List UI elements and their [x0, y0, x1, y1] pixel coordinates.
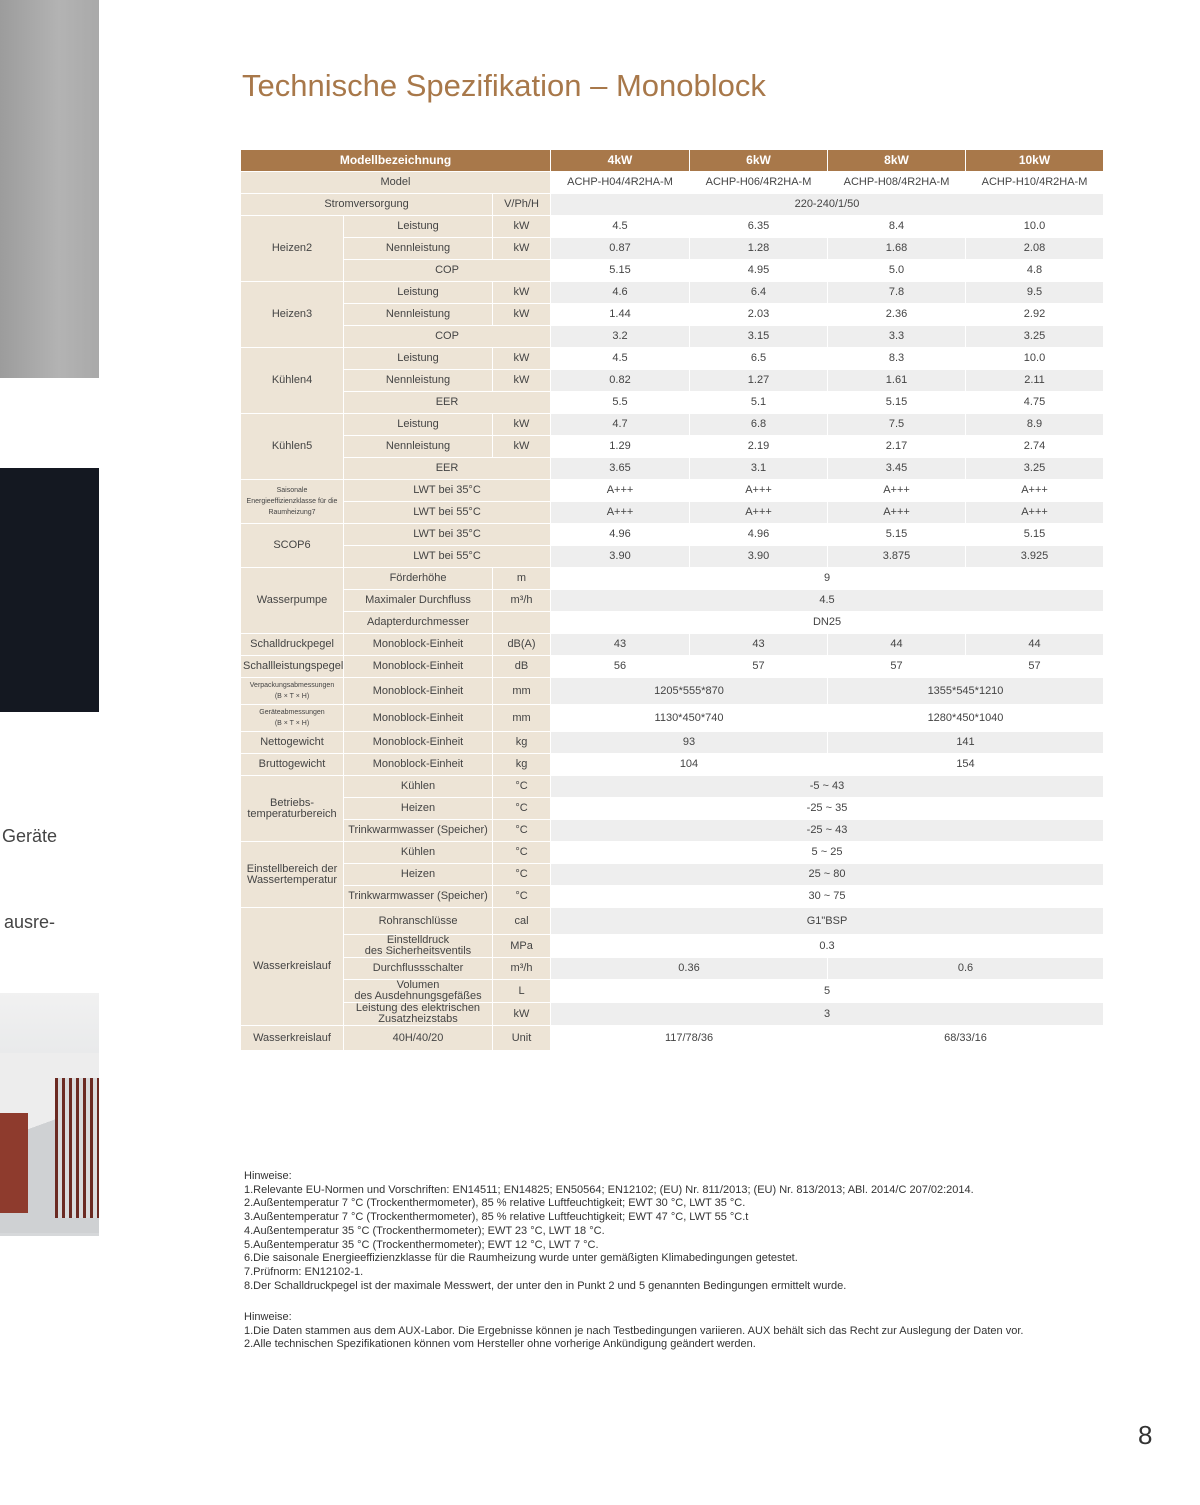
group-row — [241, 260, 1103, 281]
note-item: 6.Die saisonale Energieeffizienzklasse für die Raumheizung wurde unter gemäßigten Klimabedingungen getestet. — [244, 1252, 798, 1265]
group-label: Heizen2 — [241, 216, 343, 281]
value-cell: 5.1 — [690, 392, 827, 413]
value-cell: A+++ — [690, 502, 827, 523]
side-image-house-snow — [0, 993, 99, 1236]
group-row — [241, 238, 1103, 259]
sub-label: Nennleistung — [344, 370, 492, 391]
value-cell: 4.5 — [551, 590, 1103, 611]
unit-cell: m — [493, 568, 550, 589]
sub-label: Trinkwarmwasser (Speicher) — [344, 820, 492, 841]
group-row — [241, 282, 1103, 303]
unit-cell: kW — [493, 282, 550, 303]
range-row — [241, 776, 1103, 797]
sub-label: Rohranschlüsse — [344, 908, 492, 934]
group-label: Saisonale Energieeffizienzklasse für die Raumheizung7 — [241, 480, 343, 523]
value-cell: -5 ~ 43 — [551, 776, 1103, 797]
value-cell: 2.11 — [966, 370, 1103, 391]
water-circuit-row — [241, 1003, 1103, 1025]
cell-line: (B × T × H) — [274, 693, 310, 700]
note-item: 8.Der Schalldruckpegel ist der maximale Messwert, der unter den in Punkt 2 und 5 genannten Bedingungen ermittelt wurde. — [244, 1279, 847, 1292]
header-capacity: 4kW — [551, 150, 689, 171]
model-value: ACHP-H06/4R2HA-M — [690, 172, 827, 193]
value-cell: 8.4 — [828, 216, 965, 237]
group-label: Wasserkreislauf — [241, 908, 343, 1025]
value-cell: 4.75 — [966, 392, 1103, 413]
dimension-row — [241, 678, 1103, 704]
notes-title: Hinweise: — [244, 1170, 292, 1182]
group-label: Schallleistungspegel — [241, 656, 343, 677]
value-cell: 0.36 — [551, 958, 827, 979]
group-row — [241, 502, 1103, 523]
unit-cell: °C — [493, 864, 550, 885]
cell-line: Verpackungsabmessungen — [249, 682, 335, 689]
value-cell: 4.96 — [551, 524, 689, 545]
pump-row — [241, 612, 1103, 633]
value-cell: 6.8 — [690, 414, 827, 435]
value-cell: 5 — [551, 980, 1103, 1002]
note-item: 7.Prüfnorm: EN12102-1. — [244, 1265, 364, 1278]
sub-label: Monoblock-Einheit — [344, 705, 492, 731]
cell-line: Geräteabmessungen — [259, 709, 325, 716]
side-image-gray — [0, 0, 99, 378]
unit-cell: °C — [493, 798, 550, 819]
unit-cell: L — [493, 980, 550, 1002]
sub-label: Leistung — [344, 348, 492, 369]
unit-cell: mm — [493, 705, 550, 731]
value-cell: 1.27 — [690, 370, 827, 391]
value-cell: A+++ — [828, 502, 965, 523]
group-row — [241, 304, 1103, 325]
value-cell: 25 ~ 80 — [551, 864, 1103, 885]
value-cell: A+++ — [828, 480, 965, 501]
note-item: 3.Außentemperatur 7 °C (Trockenthermometer), 85 % relative Luftfeuchtigkeit; EWT 47 °C, LWT 55 °C.t — [244, 1211, 749, 1224]
unit-cell: kW — [493, 1003, 550, 1025]
value-cell: 3.925 — [966, 546, 1103, 567]
value-cell: 7.8 — [828, 282, 965, 303]
value-cell: A+++ — [690, 480, 827, 501]
sub-label: 40H/40/20 — [344, 1026, 492, 1050]
value-cell: 1.44 — [551, 304, 689, 325]
value-cell: 4.7 — [551, 414, 689, 435]
value-cell: 3.45 — [828, 458, 965, 479]
value-cell: 3.90 — [551, 546, 689, 567]
value-cell: 5.15 — [551, 260, 689, 281]
cell-line: Betriebs- — [269, 796, 315, 809]
side-text-ausre: ausre- — [4, 912, 56, 932]
unit-cell: kW — [493, 436, 550, 457]
value-cell: 9.5 — [966, 282, 1103, 303]
value-cell: 5.5 — [551, 392, 689, 413]
value-cell: 43 — [551, 634, 689, 655]
value-cell: 43 — [690, 634, 827, 655]
value-cell: 8.3 — [828, 348, 965, 369]
sub-label: Heizen — [344, 864, 492, 885]
value-cell: 57 — [690, 656, 827, 677]
row-label: Stromversorgung — [241, 194, 492, 215]
value-cell: 5.15 — [828, 524, 965, 545]
unit-cell: kW — [493, 370, 550, 391]
value-cell: 0.82 — [551, 370, 689, 391]
sub-label: Adapterdurchmesser — [344, 612, 492, 633]
group-row — [241, 546, 1103, 567]
group-label: Schalldruckpegel — [241, 634, 343, 655]
value-cell: 5.0 — [828, 260, 965, 281]
value-cell: 44 — [966, 634, 1103, 655]
range-row — [241, 842, 1103, 863]
value-cell: 2.36 — [828, 304, 965, 325]
header-capacity: 8kW — [828, 150, 965, 171]
value-cell: 5.15 — [966, 524, 1103, 545]
value-cell: 1280*450*1040 — [828, 705, 1103, 731]
value-cell: 10.0 — [966, 348, 1103, 369]
sound-row — [241, 656, 1103, 677]
value-cell: 3.15 — [690, 326, 827, 347]
value-cell: 93 — [551, 732, 827, 753]
fence-shape — [55, 1078, 99, 1218]
cell-line: Wassertemperatur — [246, 873, 338, 886]
sub-label: Monoblock-Einheit — [344, 754, 492, 775]
value-cell: 4.95 — [690, 260, 827, 281]
value-cell: 1130*450*740 — [551, 705, 827, 731]
note-item: 1.Die Daten stammen aus dem AUX-Labor. Die Ergebnisse können je nach Testbedingungen variieren. AUX behält sich das Recht zur Auslegung der Daten vor. — [244, 1324, 1024, 1337]
header-capacity: 6kW — [690, 150, 827, 171]
dimension-row — [241, 705, 1103, 731]
pump-row — [241, 590, 1103, 611]
header-capacity: 10kW — [966, 150, 1103, 171]
group-label: Wasserpumpe — [241, 568, 343, 633]
value-cell: 6.5 — [690, 348, 827, 369]
value-cell: 6.4 — [690, 282, 827, 303]
sub-label: Leistung — [344, 216, 492, 237]
sub-label: Leistung — [344, 414, 492, 435]
value-cell: -25 ~ 43 — [551, 820, 1103, 841]
value-cell: 104 — [551, 754, 827, 775]
value-cell: 2.03 — [690, 304, 827, 325]
value-cell: 68/33/16 — [828, 1026, 1103, 1050]
value-cell: 4.96 — [690, 524, 827, 545]
model-value: ACHP-H08/4R2HA-M — [828, 172, 965, 193]
value-cell: 1.61 — [828, 370, 965, 391]
model-value: ACHP-H04/4R2HA-M — [551, 172, 689, 193]
value-cell: A+++ — [551, 480, 689, 501]
value-cell: 4.8 — [966, 260, 1103, 281]
water-circuit-row — [241, 980, 1103, 1002]
value-cell: 0.87 — [551, 238, 689, 259]
range-row — [241, 820, 1103, 841]
sub-label: Nennleistung — [344, 304, 492, 325]
value-cell: 3.1 — [690, 458, 827, 479]
table-header-row — [241, 150, 1103, 171]
value-cell: 9 — [551, 568, 1103, 589]
unit-cell: kW — [493, 216, 550, 237]
sub-label: Monoblock-Einheit — [344, 634, 492, 655]
value-cell: 10.0 — [966, 216, 1103, 237]
group-row — [241, 392, 1103, 413]
power-row — [241, 194, 1103, 215]
unit-cell: °C — [493, 776, 550, 797]
value-cell: 8.9 — [966, 414, 1103, 435]
value-cell: 3.25 — [966, 326, 1103, 347]
sub-label — [344, 1003, 492, 1025]
range-row — [241, 864, 1103, 885]
unit-cell: °C — [493, 842, 550, 863]
group-label — [241, 705, 343, 731]
unit-cell: kW — [493, 414, 550, 435]
unit-cell: kW — [493, 238, 550, 259]
sub-label: LWT bei 35°C — [344, 524, 550, 545]
sub-label: Kühlen — [344, 842, 492, 863]
group-label: Kühlen5 — [241, 414, 343, 479]
value-cell: 3.3 — [828, 326, 965, 347]
note-item: 5.Außentemperatur 35 °C (Trockenthermometer); EWT 12 °C, LWT 7 °C. — [244, 1238, 599, 1251]
model-value: ACHP-H10/4R2HA-M — [966, 172, 1103, 193]
unit-cell: °C — [493, 820, 550, 841]
group-row — [241, 524, 1103, 545]
pump-row — [241, 568, 1103, 589]
value-cell: 57 — [828, 656, 965, 677]
value-cell: A+++ — [551, 502, 689, 523]
value-cell: 30 ~ 75 — [551, 886, 1103, 907]
value-cell: 141 — [828, 732, 1103, 753]
cell-line: Leistung des elektrischen — [355, 1003, 481, 1014]
cell-line: Zusatzheizstabs — [378, 1013, 458, 1025]
sub-label: Trinkwarmwasser (Speicher) — [344, 886, 492, 907]
sub-label: Monoblock-Einheit — [344, 678, 492, 704]
unit-cell: dB(A) — [493, 634, 550, 655]
sub-label — [344, 935, 492, 957]
value-cell: 44 — [828, 634, 965, 655]
unit-cell: Unit — [493, 1026, 550, 1050]
notes-block-1 — [244, 1170, 974, 1293]
group-label: Kühlen4 — [241, 348, 343, 413]
value-cell: 1.68 — [828, 238, 965, 259]
value-cell: 4.5 — [551, 348, 689, 369]
water-circuit-row — [241, 935, 1103, 957]
value-cell: 5 ~ 25 — [551, 842, 1103, 863]
value-cell: 3.875 — [828, 546, 965, 567]
value-cell: 1205*555*870 — [551, 678, 827, 704]
value-cell: 2.74 — [966, 436, 1103, 457]
value-cell: 5.15 — [828, 392, 965, 413]
sub-label: Durchflussschalter — [344, 958, 492, 979]
sub-label: EER — [344, 392, 550, 413]
note-item: 1.Relevante EU-Normen und Vorschriften: EN14511; EN14825; EN50564; EN12102; (EU) Nr. 811/2013; (EU) Nr. 813/2013; ABl. 2014/C 207/02:2014. — [244, 1183, 974, 1196]
group-label: Heizen3 — [241, 282, 343, 347]
group-row — [241, 326, 1103, 347]
unit-cell: kW — [493, 304, 550, 325]
sub-label: LWT bei 55°C — [344, 502, 550, 523]
value-cell: 3.65 — [551, 458, 689, 479]
sub-label: COP — [344, 260, 550, 281]
water-circuit-row — [241, 958, 1103, 979]
cell-line: des Ausdehnungsgefäßes — [354, 990, 482, 1002]
value-cell: A+++ — [966, 502, 1103, 523]
cell-line: temperaturbereich — [247, 807, 337, 820]
unit-cell: MPa — [493, 935, 550, 957]
value-cell: 2.17 — [828, 436, 965, 457]
group-row — [241, 348, 1103, 369]
sub-label: LWT bei 35°C — [344, 480, 550, 501]
sub-label: Monoblock-Einheit — [344, 732, 492, 753]
brick-wall-shape — [0, 1113, 28, 1213]
value-cell: DN25 — [551, 612, 1103, 633]
group-label: SCOP6 — [241, 524, 343, 567]
group-row — [241, 414, 1103, 435]
value-cell: 3 — [551, 1003, 1103, 1025]
unit-cell: mm — [493, 678, 550, 704]
group-row — [241, 216, 1103, 237]
unit-cell — [493, 612, 550, 633]
value-cell: 154 — [828, 754, 1103, 775]
water-circuit-row — [241, 908, 1103, 934]
value-cell: 1.28 — [690, 238, 827, 259]
unit-cell: °C — [493, 886, 550, 907]
cell-line: des Sicherheitsventils — [364, 945, 472, 957]
notes-title: Hinweise: — [244, 1311, 292, 1323]
header-model-label: Modellbezeichnung — [241, 150, 550, 171]
value-cell: 0.6 — [828, 958, 1103, 979]
value-cell: 3.2 — [551, 326, 689, 347]
group-row — [241, 370, 1103, 391]
cell-line: Einstellbereich der — [246, 862, 338, 875]
cell-line: (B × T × H) — [274, 720, 310, 727]
cell-line: Einstelldruck — [386, 935, 450, 946]
value-cell: 56 — [551, 656, 689, 677]
value-cell: A+++ — [966, 480, 1103, 501]
note-item: 4.Außentemperatur 35 °C (Trockenthermometer); EWT 23 °C, LWT 18 °C. — [244, 1224, 605, 1237]
group-label — [241, 842, 343, 907]
notes-block-2 — [244, 1311, 1023, 1352]
value-cell: 6.35 — [690, 216, 827, 237]
unit-cell: kg — [493, 732, 550, 753]
value-cell: 117/78/36 — [551, 1026, 827, 1050]
group-label — [241, 678, 343, 704]
weight-row — [241, 754, 1103, 775]
value-cell: G1"BSP — [551, 908, 1103, 934]
group-label: Wasserkreislauf — [241, 1026, 343, 1050]
group-row — [241, 480, 1103, 501]
group-row — [241, 436, 1103, 457]
last-row — [241, 1026, 1103, 1050]
sub-label: Nennleistung — [344, 238, 492, 259]
value-cell: -25 ~ 35 — [551, 798, 1103, 819]
value-cell: 2.08 — [966, 238, 1103, 259]
weight-row — [241, 732, 1103, 753]
unit-cell: kW — [493, 348, 550, 369]
sub-label — [344, 980, 492, 1002]
unit-cell: m³/h — [493, 958, 550, 979]
spec-table — [240, 149, 1104, 1051]
sub-label: Leistung — [344, 282, 492, 303]
group-label — [241, 776, 343, 841]
range-row — [241, 798, 1103, 819]
value-cell: 7.5 — [828, 414, 965, 435]
value-cell: 3.90 — [690, 546, 827, 567]
note-item: 2.Außentemperatur 7 °C (Trockenthermometer), 85 % relative Luftfeuchtigkeit; EWT 30 °C, LWT 35 °C. — [244, 1197, 746, 1210]
sub-label: Förderhöhe — [344, 568, 492, 589]
sound-row — [241, 634, 1103, 655]
sub-label: Maximaler Durchfluss — [344, 590, 492, 611]
group-label: Nettogewicht — [241, 732, 343, 753]
sub-label: COP — [344, 326, 550, 347]
sub-label: Kühlen — [344, 776, 492, 797]
sub-label: LWT bei 55°C — [344, 546, 550, 567]
unit-cell: kg — [493, 754, 550, 775]
value-cell: 57 — [966, 656, 1103, 677]
value-cell: 4.6 — [551, 282, 689, 303]
range-row — [241, 886, 1103, 907]
cell-line: Volumen — [396, 980, 440, 991]
value-cell: 220-240/1/50 — [551, 194, 1103, 215]
value-cell: 3.25 — [966, 458, 1103, 479]
page-title: Technische Spezifikation – Monoblock — [242, 68, 766, 103]
side-text-geraete: Geräte — [2, 826, 58, 846]
sub-label: Nennleistung — [344, 436, 492, 457]
note-item: 2.Alle technischen Spezifikationen können vom Hersteller ohne vorherige Ankündigung geändert werden. — [244, 1338, 756, 1351]
model-row — [241, 172, 1103, 193]
group-row — [241, 458, 1103, 479]
sub-label: Monoblock-Einheit — [344, 656, 492, 677]
value-cell: 1355*545*1210 — [828, 678, 1103, 704]
value-cell: 2.19 — [690, 436, 827, 457]
value-cell: 4.5 — [551, 216, 689, 237]
sub-label: EER — [344, 458, 550, 479]
unit-cell: m³/h — [493, 590, 550, 611]
value-cell: 1.29 — [551, 436, 689, 457]
unit-cell: dB — [493, 656, 550, 677]
page-number: 8 — [1138, 1420, 1153, 1450]
sub-label: Heizen — [344, 798, 492, 819]
side-image-dark — [0, 468, 99, 712]
unit-cell: cal — [493, 908, 550, 934]
group-label: Bruttogewicht — [241, 754, 343, 775]
value-cell: 0.3 — [551, 935, 1103, 957]
row-label: Model — [241, 172, 550, 193]
unit-cell: V/Ph/H — [493, 194, 550, 215]
value-cell: 2.92 — [966, 304, 1103, 325]
